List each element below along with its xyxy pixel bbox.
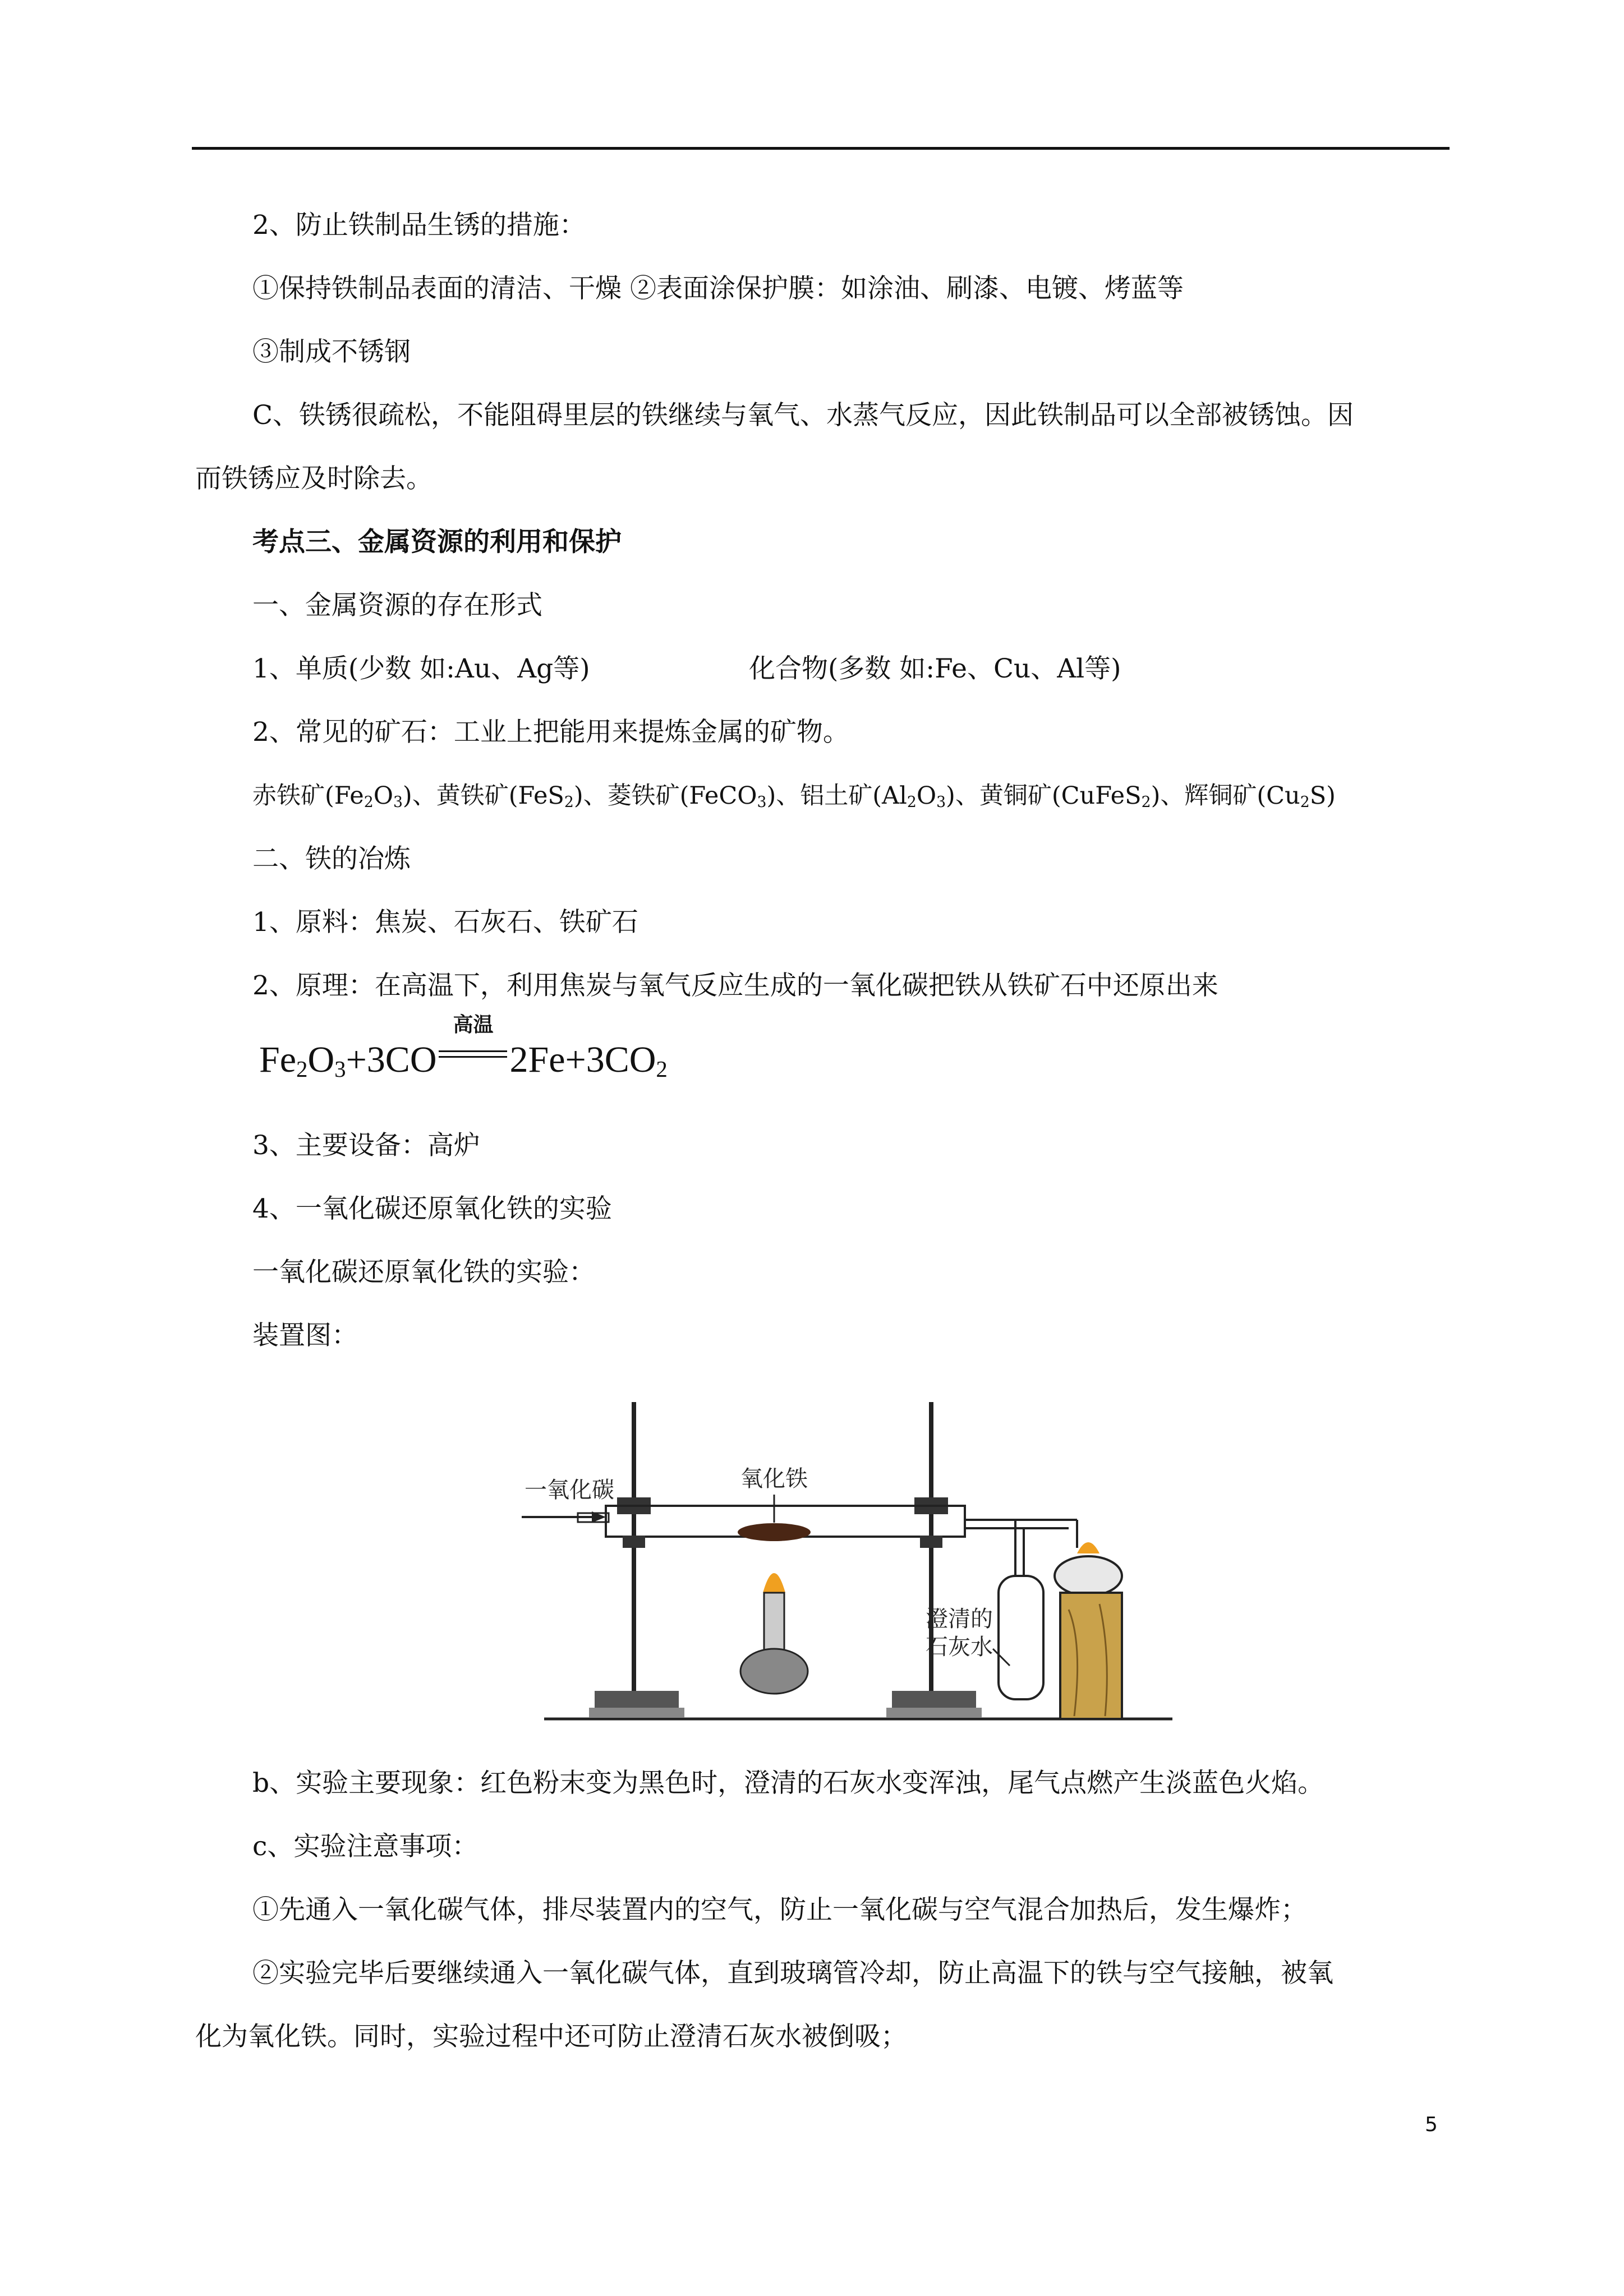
label-fe2o3: 氧化铁 — [740, 1466, 808, 1492]
burner-flame — [763, 1573, 785, 1593]
text-line: b、实验主要现象：红色粉末变为黑色时，澄清的石灰水变浑浊，尾气点燃产生淡蓝色火焰。 — [252, 1768, 1324, 1799]
text-line: 装置图： — [252, 1320, 358, 1351]
burner — [764, 1593, 784, 1654]
text-line: 2、防止铁制品生锈的措施： — [252, 210, 586, 241]
label-limewater-2: 石灰水 — [926, 1634, 993, 1660]
text-line: 一、金属资源的存在形式 — [252, 590, 542, 621]
text-line: c、实验注意事项： — [252, 1831, 479, 1862]
text-line: ①先通入一氧化碳气体，排尽装置内的空气，防止一氧化碳与空气混合加热后，发生爆炸； — [252, 1894, 1307, 1925]
text-line: ②实验完毕后要继续通入一氧化碳气体，直到玻璃管冷却，防止高温下的铁与空气接触，被氧 — [252, 1958, 1333, 1989]
text-line: 化为氧化铁。同时，实验过程中还可防止澄清石灰水被倒吸； — [195, 2021, 907, 2052]
text-line: 而铁锈应及时除去。 — [195, 463, 433, 494]
text-line: 2、原理：在高温下，利用焦炭与氧气反应生成的一氧化碳把铁从铁矿石中还原出来 — [252, 970, 1218, 1001]
page-number: 5 — [1425, 2113, 1438, 2136]
apparatus-diagram — [522, 1385, 1195, 1739]
stand-base-right — [892, 1691, 976, 1708]
label-limewater-1: 澄清的 — [926, 1606, 993, 1632]
reaction-condition: 高温 — [436, 1035, 509, 1072]
text-line: 4、一氧化碳还原氧化铁的实验 — [252, 1193, 612, 1224]
alcohol-lamp — [1055, 1556, 1122, 1596]
text-line: 二、铁的冶炼 — [252, 843, 411, 874]
chemical-equation: $Fe_2O_3+3CO$ 高温 $2Fe+3CO_2$ — [259, 1013, 668, 1082]
limewater-tube — [999, 1576, 1043, 1699]
header-rule — [192, 147, 1450, 150]
alcohol-flame — [1077, 1542, 1099, 1553]
stand-base-left — [595, 1691, 679, 1708]
text-line: 1、单质(少数 如:Au、Ag等) — [252, 653, 590, 684]
text-line: 3、主要设备：高炉 — [252, 1130, 480, 1161]
text-line: 一氧化碳还原氧化铁的实验： — [252, 1257, 595, 1288]
text-line: ③制成不锈钢 — [252, 336, 411, 367]
text-line: ①保持铁制品表面的清洁、干燥 ②表面涂保护膜：如涂油、刷漆、电镀、烤蓝等 — [252, 273, 1184, 304]
text-line: 化合物(多数 如:Fe、Cu、Al等) — [749, 653, 1121, 684]
ore-list: 赤铁矿$(Fe_2O_3)$、黄铁矿(FeS$_2$)、菱铁矿(FeCO$_3$)、铝土矿$(Al_2O_3)$、黄铜矿(CuFeS$_2$)、辉铜矿$(Cu_2S)$ — [252, 782, 1336, 811]
iron-oxide-sample — [738, 1523, 811, 1541]
text-line: C、铁锈很疏松，不能阻碍里层的铁继续与氧气、水蒸气反应，因此铁制品可以全部被锈蚀。因 — [252, 400, 1354, 431]
label-co: 一氧化碳 — [525, 1477, 614, 1503]
text-line: 1、原料：焦炭、石灰石、铁矿石 — [252, 907, 638, 938]
section-heading: 考点三、金属资源的利用和保护 — [252, 527, 622, 557]
text-line: 2、常见的矿石：工业上把能用来提炼金属的矿物。 — [252, 717, 849, 748]
